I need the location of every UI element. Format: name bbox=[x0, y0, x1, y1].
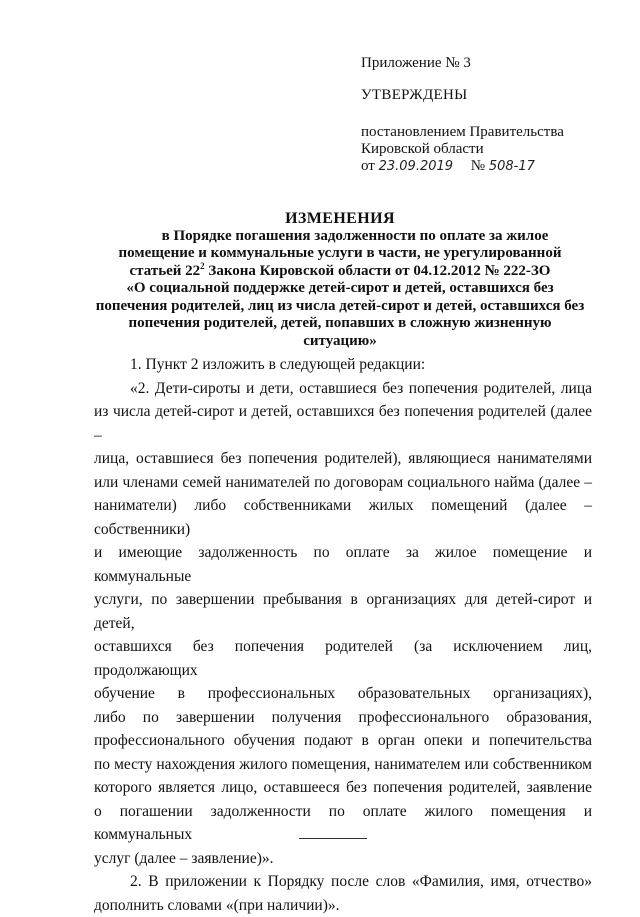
quote-line: или членами семей нанимателей по договорам социального найма (далее – bbox=[94, 471, 592, 495]
paragraph-item-2-line-1: 2. В приложении к Порядку после слов «Фамилия, имя, отчество» bbox=[94, 870, 592, 894]
quoted-paragraph bbox=[94, 377, 592, 871]
quote-line: оставшихся без попечения родителей (за исключением лиц, продолжающих bbox=[94, 635, 592, 682]
quote-line: наниматели) либо собственниками жилых помещений (далее – собственники) bbox=[94, 494, 592, 541]
quote-line: обучение в профессиональных образовательных организациях), bbox=[94, 682, 592, 706]
title-line-3-b: Закона Кировской области от 04.12.2012 № 222-ЗО bbox=[205, 263, 551, 279]
date-prefix: от bbox=[361, 158, 375, 174]
title-heading: ИЗМЕНЕНИЯ bbox=[95, 210, 585, 228]
paragraph-item-1: 1. Пункт 2 изложить в следующей редакции: bbox=[94, 353, 592, 377]
approval-line-2: Кировской области bbox=[361, 141, 564, 158]
quote-line: услуги, по завершении пребывания в организациях для детей-сирот и детей, bbox=[94, 588, 592, 635]
quote-line: которого является лицо, оставшееся без попечения родителей, заявление bbox=[94, 776, 592, 800]
title-line-7: ситуацию» bbox=[95, 333, 585, 351]
approval-date-line bbox=[361, 158, 564, 175]
title-line-6: попечения родителей, детей, попавших в сложную жизненную bbox=[95, 315, 585, 333]
document-title bbox=[95, 210, 585, 350]
approval-block bbox=[361, 124, 564, 175]
handwritten-date: 23.09.2019 bbox=[379, 159, 453, 174]
quote-line: лица, оставшиеся без попечения родителей), являющиеся нанимателями bbox=[94, 447, 592, 471]
quote-line: и имеющие задолженность по оплате за жилое помещение и коммунальные bbox=[94, 541, 592, 588]
title-line-3-a: статьей 22 bbox=[130, 263, 201, 279]
title-line-4: «О социальной поддержке детей-сирот и детей, оставшихся без bbox=[95, 280, 585, 298]
quote-line-last: услуг (далее – заявление)». bbox=[94, 847, 592, 871]
title-line-1: в Порядке погашения задолженности по оплате за жилое bbox=[95, 228, 585, 246]
quote-line: из числа детей-сирот и детей, оставшихся без попечения родителей (далее – bbox=[94, 400, 592, 447]
title-line-5: попечения родителей, лиц из числа детей-сирот и детей, оставшихся без bbox=[95, 298, 585, 316]
approval-line-1: постановлением Правительства bbox=[361, 124, 564, 141]
quote-line: о погашении задолженности по оплате жилого помещения и коммунальных bbox=[94, 800, 592, 847]
appendix-label: Приложение № 3 bbox=[361, 54, 471, 72]
document-body bbox=[94, 353, 592, 917]
approved-label: УТВЕРЖДЕНЫ bbox=[361, 86, 468, 104]
handwritten-number: 508-17 bbox=[489, 159, 535, 174]
quote-line: либо по завершении получения профессионального образования, bbox=[94, 706, 592, 730]
end-divider bbox=[299, 838, 367, 839]
number-prefix: № bbox=[471, 158, 485, 174]
quote-line: «2. Дети-сироты и дети, оставшиеся без попечения родителей, лица bbox=[94, 377, 592, 401]
quote-line: профессионального обучения подают в орган опеки и попечительства bbox=[94, 729, 592, 753]
paragraph-item-2-line-2: дополнить словами «(при наличии)». bbox=[94, 894, 592, 917]
title-line-2: помещение и коммунальные услуги в части, не урегулированной bbox=[95, 245, 585, 263]
title-line-3 bbox=[95, 263, 585, 281]
quote-line: по месту нахождения жилого помещения, нанимателем или собственником bbox=[94, 753, 592, 777]
article-superscript: 2 bbox=[200, 261, 205, 271]
